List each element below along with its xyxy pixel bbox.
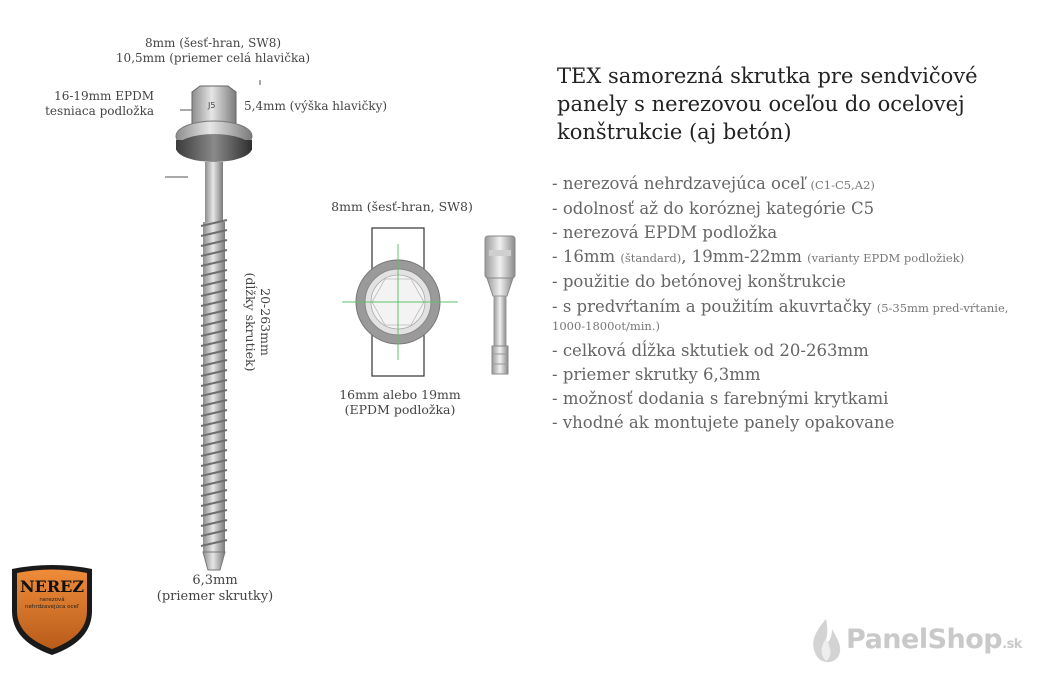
socket-bit-illustration <box>477 230 525 380</box>
feature-item: - odolnosť až do koróznej kategórie C5 <box>552 199 875 218</box>
product-title: TEX samorezná skrutka pre sendvičové panely s nerezovou oceľou do ocelovej konštrukcie (aj betón) <box>557 64 978 144</box>
top-view-diagram <box>338 220 463 382</box>
nerez-badge <box>8 563 96 658</box>
top-view-washer-label: 16mm alebo 19mm (EPDM podložka) <box>339 387 461 417</box>
badge-subtitle-2: nehrdzavejúca oceľ <box>25 604 79 610</box>
screw-illustration <box>150 80 300 580</box>
feature-item: - nerezová EPDM podložka <box>552 223 778 242</box>
feature-item: - s predvŕtaním a použitím akuvrtačky (5-35mm pred-vŕtanie, 1000-1800ot/min.) <box>552 297 1009 333</box>
badge-subtitle-1: nerezová <box>39 597 65 603</box>
washer-label: 16-19mm EPDM tesniaca podložka <box>45 89 154 118</box>
feature-item: - 16mm (štandard), 19mm-22mm (varianty EPDM podložiek) <box>552 247 965 266</box>
hex-size-label: 8mm (šesť-hran, SW8) 10,5mm (priemer celá hlavička) <box>115 36 311 65</box>
top-view-hex-label: 8mm (šesť-hran, SW8) <box>331 199 473 214</box>
diameter-label: 6,3mm (priemer skrutky) <box>156 573 274 604</box>
feature-item: - celková dĺžka sktutiek od 20-263mm <box>552 341 869 360</box>
feature-item: - možnosť dodania s farebnými krytkami <box>552 389 889 408</box>
flame-icon <box>806 617 846 669</box>
badge-title: NEREZ <box>20 577 84 596</box>
feature-item: - nerezová nehrdzavejúca oceľ (C1-C5,A2) <box>552 174 875 193</box>
head-marking: J5 <box>208 101 216 110</box>
feature-list <box>552 172 1042 435</box>
length-label: 20-263mm (dĺžky skrutiek) <box>243 272 273 372</box>
feature-item: - priemer skrutky 6,3mm <box>552 365 761 384</box>
feature-item: - použitie do betónovej konštrukcie <box>552 272 846 291</box>
head-height-label: 5,4mm (výška hlavičky) <box>244 99 388 113</box>
panelshop-logo: PanelShop.sk <box>846 624 1022 655</box>
feature-item: - vhodné ak montujete panely opakovane <box>552 413 895 432</box>
